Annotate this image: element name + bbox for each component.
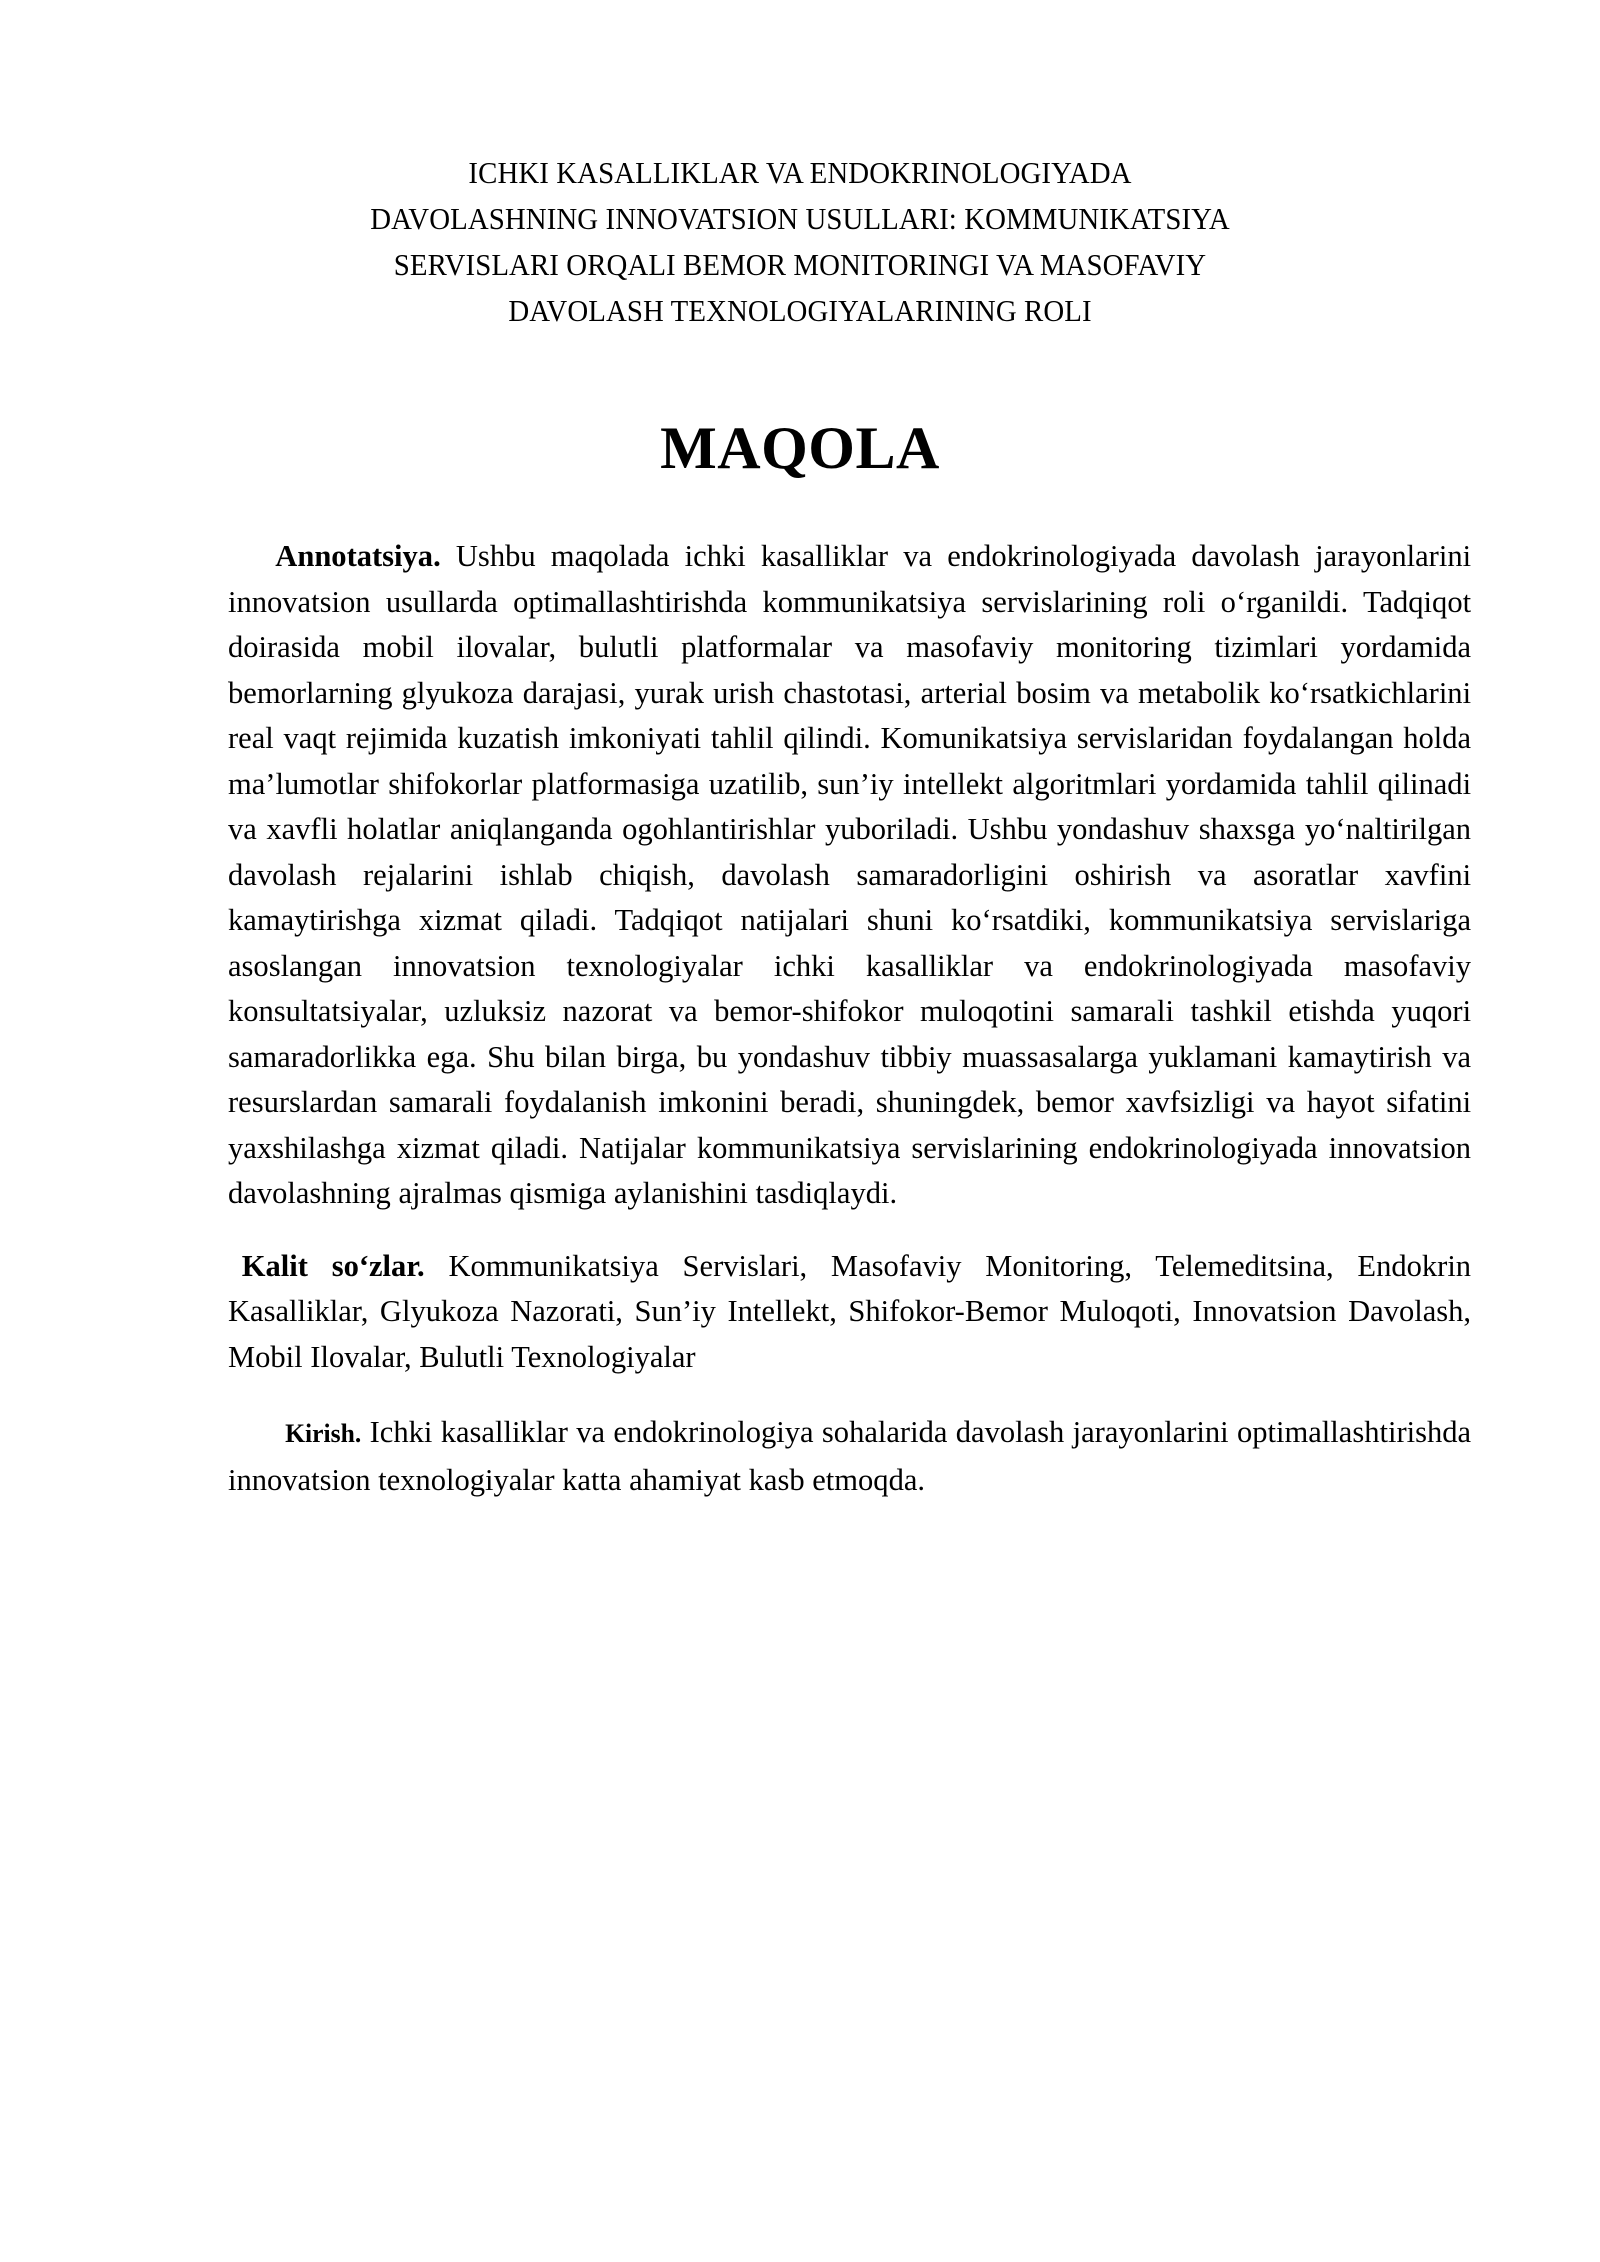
introduction-text: Ichki kasalliklar va endokrinologiya sohalarida davolash jarayonlarini optimallashtirishda innovatsion texnologiyalar katta ahamiyat kasb etmoqda. bbox=[228, 1414, 1472, 1497]
title-line-4: DAVOLASH TEXNOLOGIYALARINING ROLI bbox=[508, 293, 1092, 328]
document-heading: MAQOLA bbox=[660, 415, 940, 481]
abstract-label: Annotatsiya. bbox=[275, 538, 441, 573]
keywords-label: Kalit so‘zlar. bbox=[241, 1247, 425, 1283]
keywords-paragraph bbox=[228, 1243, 1471, 1380]
document-body bbox=[228, 533, 1490, 1502]
abstract-paragraph bbox=[228, 533, 1471, 1216]
keywords-text: Kommunikatsiya Servislari, Masofaviy Monitoring, Telemeditsina, Endokrin Kasalliklar, Glyukoza Nazorati, Sun’iy Intellekt, Shifokor-Bemor Muloqoti, Innovatsion Davolash, Mobil Ilovalar, Bulutli Texnologiyalar bbox=[228, 1247, 1472, 1374]
title-line-2: DAVOLASHNING INNOVATSION USULLARI: KOMMUNIKATSIYA bbox=[370, 201, 1230, 236]
introduction-label: Kirish. bbox=[285, 1419, 362, 1448]
title-line-1: ICHKI KASALLIKLAR VA ENDOKRINOLOGIYADA bbox=[468, 155, 1132, 190]
article-title bbox=[230, 150, 1370, 334]
introduction-paragraph bbox=[228, 1409, 1471, 1502]
abstract-text: Ushbu maqolada ichki kasalliklar va endokrinologiyada davolash jarayonlarini innovatsion usullarda optimallashtirishda kommunikatsiya servislarining roli o‘rganildi. Tadqiqot doirasida mobil ilovalar, bulutli platformalar va masofaviy monitoring tizimlari yordamida bemorlarning glyukoza darajasi, yurak urish chastotasi, arterial bosim va metabolik ko‘rsatkichlarini real vaqt rejimida kuzatish imkoniyati tahlil qilindi. Komunikatsiya servislaridan foydalangan holda ma’lumotlar shifokorlar platformasiga uzatilib, sun’iy intellekt algoritmlari yordamida tahlil qilinadi va xavfli holatlar aniqlanganda ogohlantirishlar yuboriladi. Ushbu yondashuv shaxsga yo‘naltirilgan davolash rejalarini ishlab chiqish, davolash samaradorligini oshirish va asoratlar xavfini kamaytirishga xizmat qiladi. Tadqiqot natijalari shuni ko‘rsatdiki, kommunikatsiya servislariga asoslangan innovatsion texnologiyalar ichki kasalliklar va endokrinologiyada masofaviy konsultatsiyalar, uzluksiz nazorat va bemor-shifokor muloqotini samarali tashkil etishda yuqori samaradorlikka ega. Shu bilan birga, bu yondashuv tibbiy muassasalarga yuklamani kamaytirish va resurslardan samarali foydalanish imkonini beradi, shuningdek, bemor xavfsizligi va hayot sifatini yaxshilashga xizmat qiladi. Natijalar kommunikatsiya servislarining endokrinologiyada innovatsion davolashning ajralmas qismiga aylanishini tasdiqlaydi. bbox=[228, 538, 1472, 1210]
title-line-3: SERVISLARI ORQALI BEMOR MONITORINGI VA MASOFAVIY bbox=[393, 247, 1207, 282]
